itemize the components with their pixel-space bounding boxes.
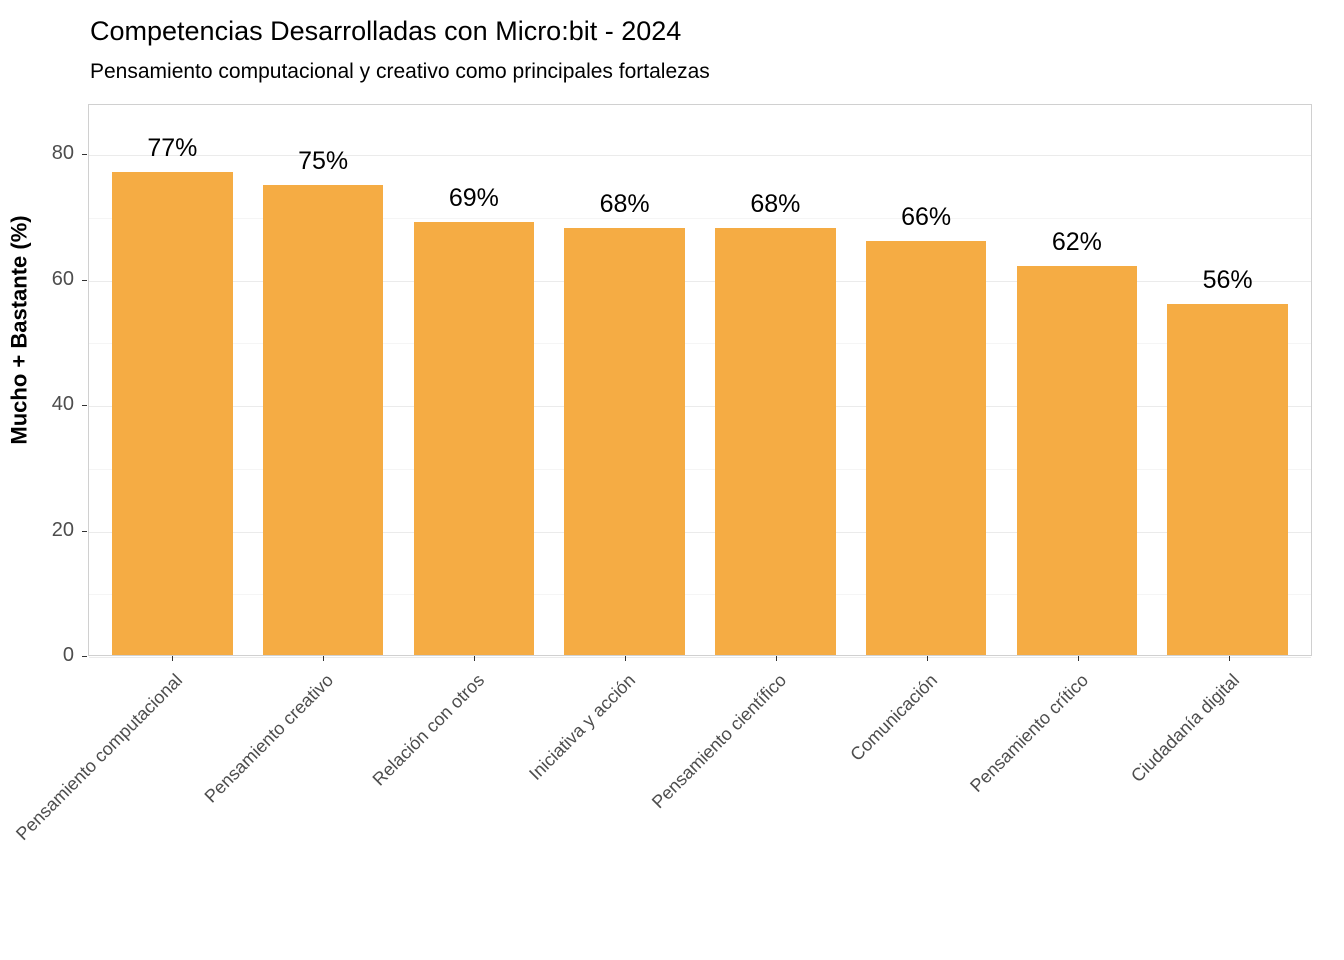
bar[interactable]	[1017, 228, 1138, 655]
x-tick-mark	[776, 656, 777, 661]
bar-value-label: 56%	[1202, 265, 1253, 294]
bar-slot	[549, 105, 700, 655]
bar-series	[89, 105, 1311, 655]
x-tick-label: Pensamiento computacional	[11, 670, 186, 845]
bar-value-label: 75%	[298, 146, 349, 175]
bar-slot	[1002, 105, 1153, 655]
x-tick-mark	[927, 656, 928, 661]
bar[interactable]	[866, 203, 987, 655]
x-tick-label: Pensamiento científico	[647, 670, 790, 813]
bar-slot	[399, 105, 550, 655]
x-tick-mark	[625, 656, 626, 661]
y-tick-label: 40	[51, 393, 74, 416]
x-tick-mark	[1229, 656, 1230, 661]
y-tick-label: 60	[51, 267, 74, 290]
y-tick-mark	[82, 656, 87, 657]
y-tick-mark	[82, 531, 87, 532]
y-tick-mark	[82, 280, 87, 281]
bar[interactable]	[263, 146, 384, 655]
y-tick-mark	[82, 405, 87, 406]
plot-panel	[88, 104, 1312, 656]
bar[interactable]	[564, 190, 685, 655]
y-axis-title	[0, 0, 40, 660]
bar-slot	[97, 105, 248, 655]
bar-value-label: 69%	[448, 184, 499, 213]
bar-slot	[1152, 105, 1303, 655]
bar-value-label: 77%	[147, 134, 198, 162]
bar-slot	[851, 105, 1002, 655]
x-tick-mark	[474, 656, 475, 661]
x-tick-label: Iniciativa y acción	[524, 670, 639, 784]
bar[interactable]	[414, 184, 535, 655]
x-tick-label: Comunicación	[845, 670, 941, 765]
bar[interactable]	[112, 134, 233, 655]
bar-value-label: 68%	[599, 190, 650, 219]
bar-value-label: 62%	[1051, 228, 1102, 257]
y-tick-label: 80	[51, 142, 74, 165]
x-tick-mark	[172, 656, 173, 661]
gridline-major	[89, 657, 1311, 658]
x-tick-label: Pensamiento creativo	[200, 670, 337, 807]
x-tick-mark	[323, 656, 324, 661]
x-tick-label: Ciudadanía digital	[1126, 670, 1243, 787]
y-tick-mark	[82, 154, 87, 155]
bar[interactable]	[715, 190, 836, 655]
bar-value-label: 68%	[750, 190, 801, 219]
y-tick-label: 0	[62, 644, 74, 666]
x-tick-label: Relación con otros	[368, 670, 488, 790]
x-tick-mark	[1078, 656, 1079, 661]
bar-slot	[700, 105, 851, 655]
y-axis-title-text: Mucho + Bastante (%)	[7, 215, 33, 445]
bar[interactable]	[1167, 265, 1288, 655]
bar-slot	[248, 105, 399, 655]
chart-title: Competencias Desarrolladas con Micro:bit - 2024	[90, 16, 682, 46]
bar-value-label: 66%	[901, 203, 952, 231]
y-tick-label: 20	[51, 518, 74, 541]
x-tick-label: Pensamiento crítico	[965, 670, 1092, 796]
chart-subtitle: Pensamiento computacional y creativo como principales fortalezas	[90, 60, 710, 83]
